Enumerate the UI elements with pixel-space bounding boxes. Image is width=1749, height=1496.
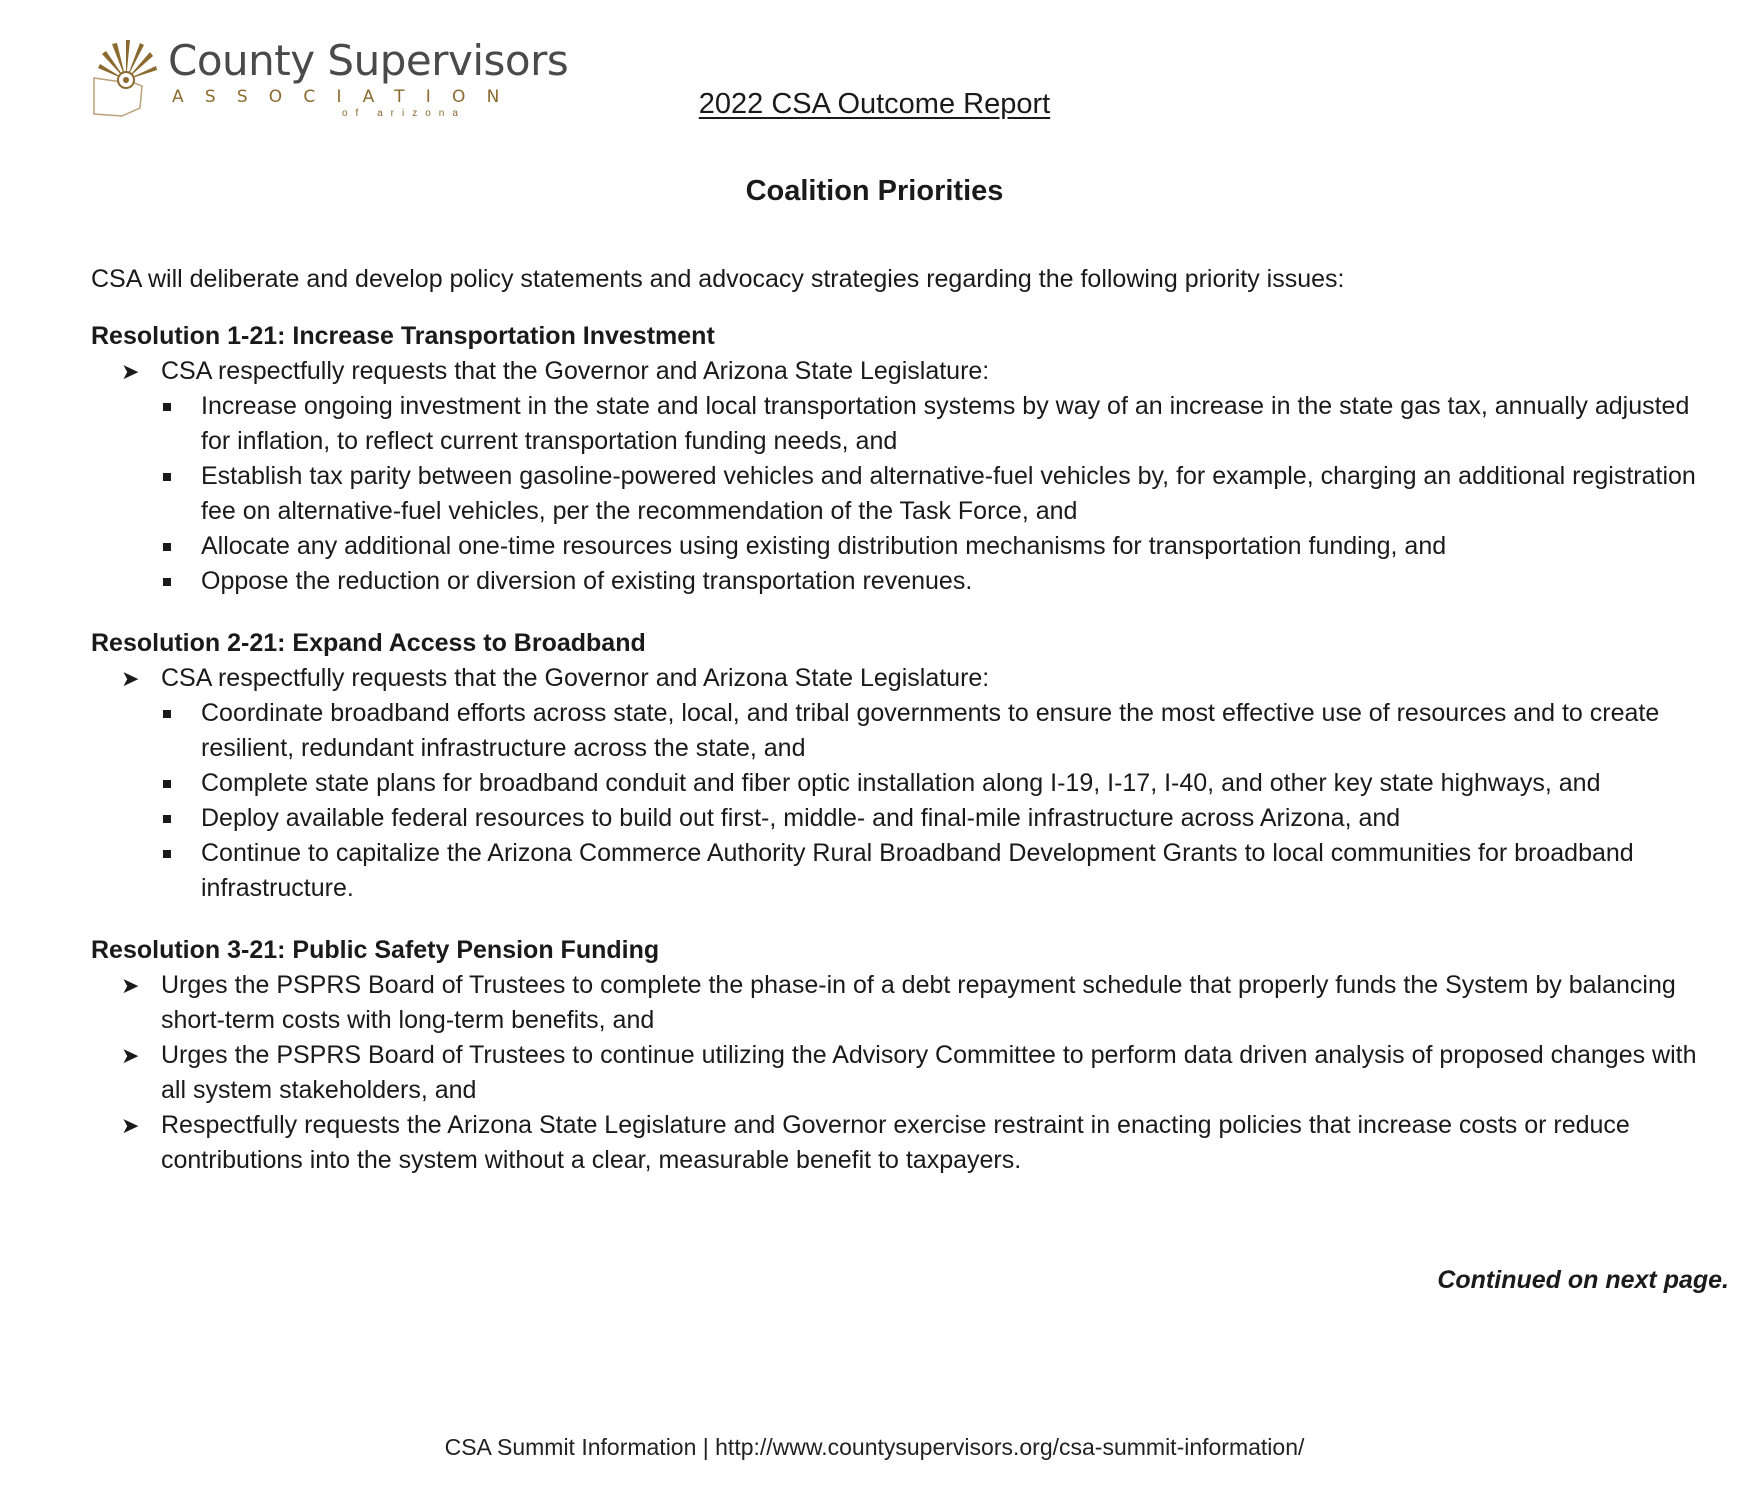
sub-point xyxy=(91,696,1721,766)
sub-point-text: Continue to capitalize the Arizona Commerce Authority Rural Broadband Development Grants to local communities for broadband infrastructure. xyxy=(201,839,1634,902)
resolution-points xyxy=(91,661,1721,906)
resolution-points xyxy=(91,354,1721,599)
sub-point-text: Allocate any additional one-time resources using existing distribution mechanisms for transportation funding, and xyxy=(201,532,1447,560)
document-body xyxy=(91,262,1721,1205)
sub-points xyxy=(161,696,1721,906)
footer: CSA Summit Information | http://www.countysupervisors.org/csa-summit-information/ xyxy=(444,1434,1305,1460)
sub-point-text: Oppose the reduction or diversion of existing transportation revenues. xyxy=(201,567,973,595)
resolution-points xyxy=(91,968,1721,1178)
arrow-bullet-icon: ➤ xyxy=(121,1043,140,1068)
sub-point-text: Coordinate broadband efforts across state, local, and tribal governments to ensure the most effective use of resources and to create resilient, redundant infrastructure across the state, and xyxy=(201,699,1660,762)
point-text: CSA respectfully requests that the Governor and Arizona State Legislature: xyxy=(161,664,990,692)
resolution-3 xyxy=(91,933,1721,1178)
resolution-1 xyxy=(91,319,1721,599)
resolution-point xyxy=(91,968,1721,1038)
sub-point xyxy=(91,801,1721,836)
sub-point xyxy=(91,529,1721,564)
square-bullet-icon xyxy=(163,815,171,823)
arrow-bullet-icon: ➤ xyxy=(121,359,140,384)
sub-point xyxy=(91,836,1721,906)
resolution-point xyxy=(91,1038,1721,1108)
point-text: Urges the PSPRS Board of Trustees to complete the phase-in of a debt repayment schedule that properly funds the System by balancing short-term costs with long-term benefits, and xyxy=(161,971,1676,1034)
resolution-title: Resolution 3-21: Public Safety Pension Funding xyxy=(91,936,660,964)
logo-state: of arizona xyxy=(342,108,466,119)
arrow-bullet-icon: ➤ xyxy=(121,1113,140,1138)
point-text: Respectfully requests the Arizona State Legislature and Governor exercise restraint in enacting policies that increase costs or reduce contributions into the system without a clear, measurable benefit to taxpayers. xyxy=(161,1111,1630,1174)
arrow-bullet-icon: ➤ xyxy=(121,973,140,998)
resolution-title: Resolution 2-21: Expand Access to Broadband xyxy=(91,629,646,657)
sub-points xyxy=(161,389,1721,599)
sub-point xyxy=(91,389,1721,459)
resolution-point xyxy=(91,354,1721,599)
square-bullet-icon xyxy=(163,780,171,788)
sub-point xyxy=(91,766,1721,801)
resolution-title: Resolution 1-21: Increase Transportation Investment xyxy=(91,322,715,350)
square-bullet-icon xyxy=(163,543,171,551)
sub-point-text: Establish tax parity between gasoline-powered vehicles and alternative-fuel vehicles by, for example, charging an additional registration fee on alternative-fuel vehicles, per the recommendation of the Task Force, and xyxy=(201,462,1696,525)
arrow-bullet-icon: ➤ xyxy=(121,666,140,691)
resolution-2 xyxy=(91,626,1721,906)
section-title: Coalition Priorities xyxy=(745,175,1004,207)
sub-point-text: Complete state plans for broadband conduit and fiber optic installation along I-19, I-17, I-40, and other key state highways, and xyxy=(201,769,1601,797)
point-text: CSA respectfully requests that the Governor and Arizona State Legislature: xyxy=(161,357,990,385)
square-bullet-icon xyxy=(163,578,171,586)
intro-paragraph: CSA will deliberate and develop policy statements and advocacy strategies regarding the following priority issues: xyxy=(91,265,1345,293)
square-bullet-icon xyxy=(163,473,171,481)
logo-name: County Supervisors xyxy=(168,36,569,85)
report-title: 2022 CSA Outcome Report xyxy=(698,88,1051,120)
resolution-point xyxy=(91,661,1721,906)
continued-note: Continued on next page. xyxy=(1437,1266,1729,1294)
point-text: Urges the PSPRS Board of Trustees to continue utilizing the Advisory Committee to perform data driven analysis of proposed changes with all system stakeholders, and xyxy=(161,1041,1697,1104)
sub-point-text: Deploy available federal resources to build out first-, middle- and final-mile infrastructure across Arizona, and xyxy=(201,804,1401,832)
logo-association: ASSOCIATION xyxy=(172,87,521,107)
sub-point xyxy=(91,459,1721,529)
square-bullet-icon xyxy=(163,710,171,718)
sub-point xyxy=(91,564,1721,599)
resolution-point xyxy=(91,1108,1721,1178)
square-bullet-icon xyxy=(163,403,171,411)
sub-point-text: Increase ongoing investment in the state and local transportation systems by way of an increase in the state gas tax, annually adjusted for inflation, to reflect current transportation funding needs, and xyxy=(201,392,1690,455)
square-bullet-icon xyxy=(163,850,171,858)
